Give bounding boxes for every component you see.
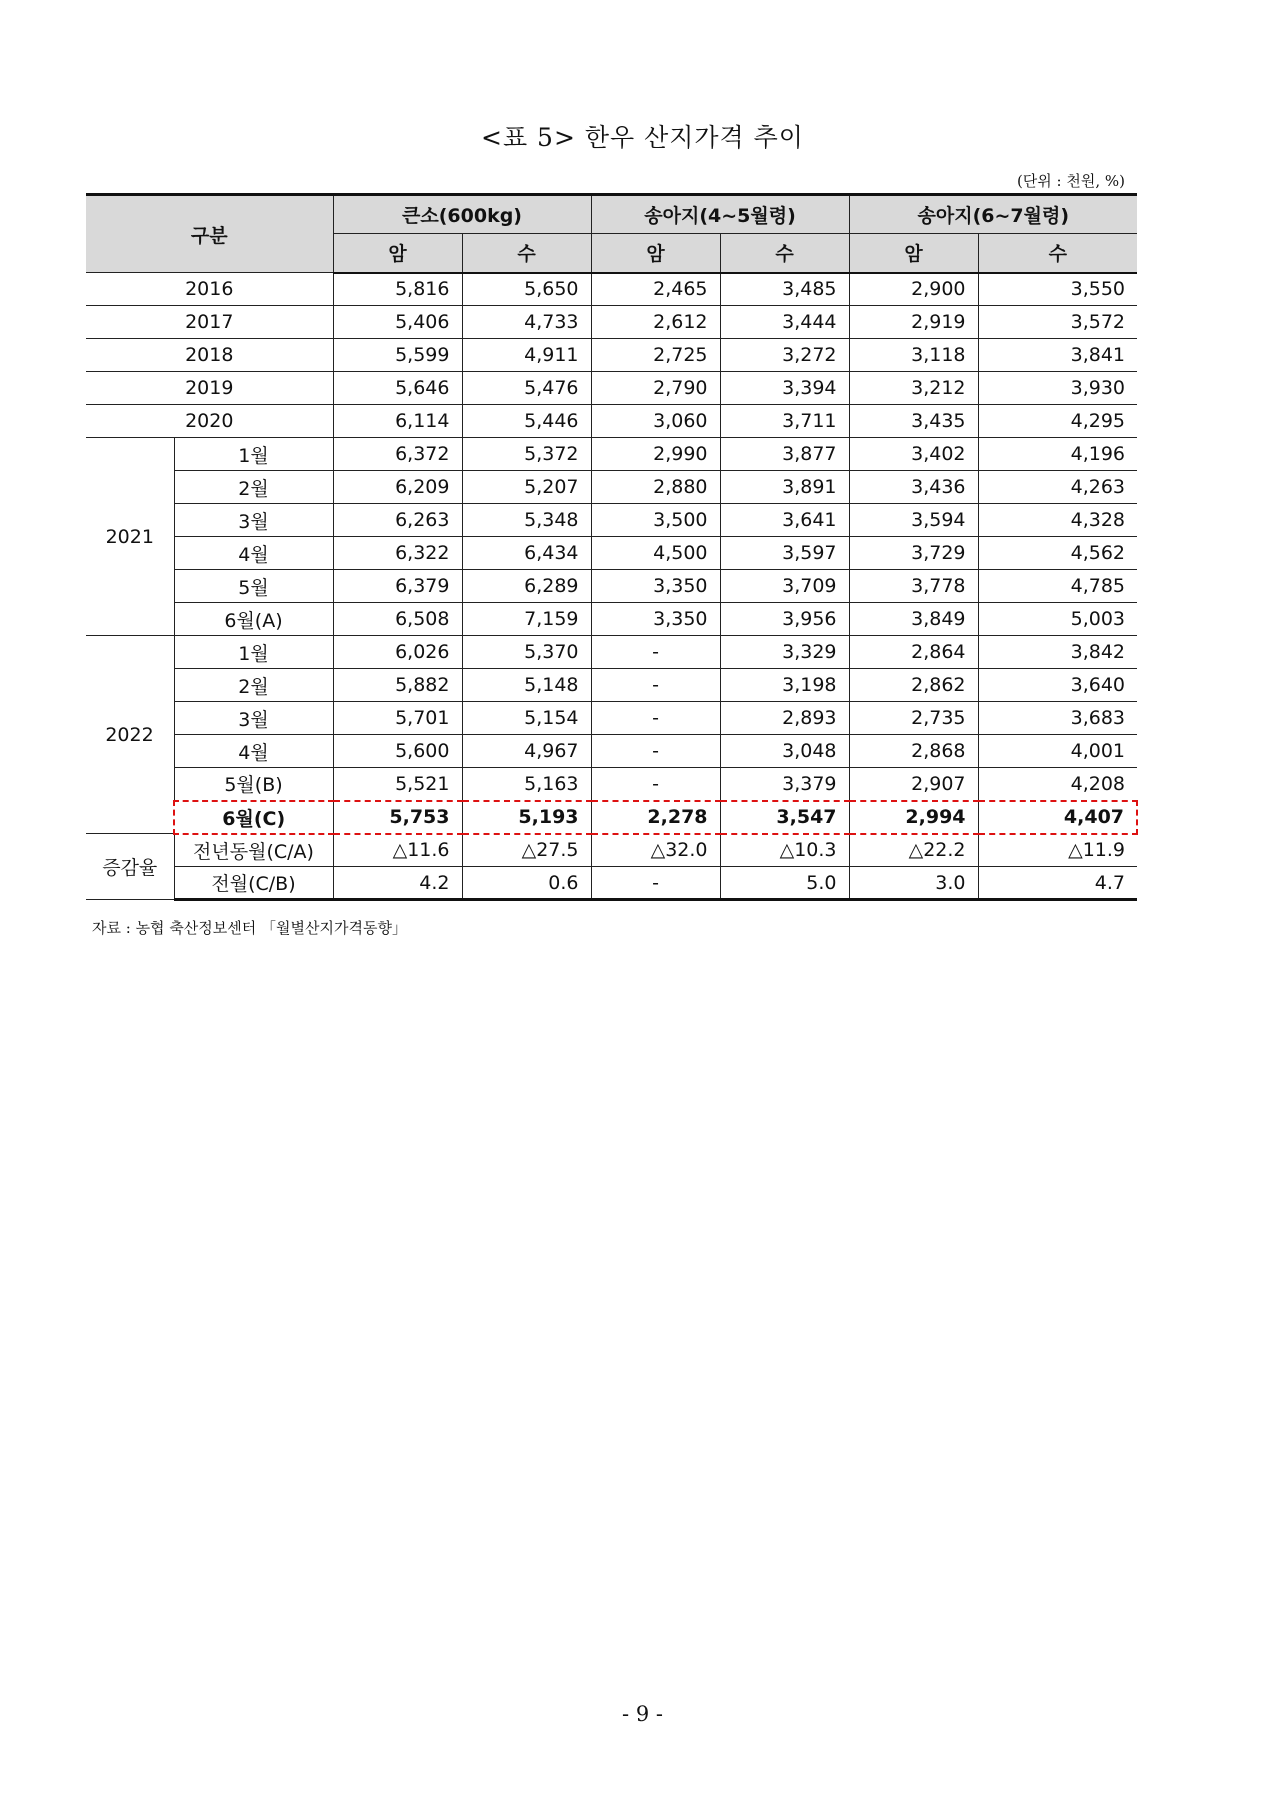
value-cell: 2,893	[720, 702, 849, 735]
value-cell: 3,379	[720, 768, 849, 801]
unit-note: (단위 : 천원, %)	[1016, 172, 1125, 190]
month-row	[86, 669, 1137, 702]
month-row	[86, 735, 1137, 768]
value-cell: 4,196	[978, 438, 1137, 471]
value-cell: △32.0	[591, 834, 720, 867]
value-cell: 5,650	[462, 273, 591, 306]
annual-row	[86, 372, 1137, 405]
value-cell: △11.6	[333, 834, 462, 867]
value-cell: 2,868	[849, 735, 978, 768]
value-cell: 3,849	[849, 603, 978, 636]
header-sub: 수	[720, 234, 849, 273]
value-cell: 5,476	[462, 372, 591, 405]
value-cell: 3,198	[720, 669, 849, 702]
value-cell: 4,208	[978, 768, 1137, 801]
value-cell: 2,790	[591, 372, 720, 405]
value-cell: 3,547	[720, 801, 849, 834]
change-row	[86, 834, 1137, 867]
value-cell: 4.2	[333, 867, 462, 900]
value-cell: 5,446	[462, 405, 591, 438]
value-cell: 5,163	[462, 768, 591, 801]
value-cell: 3,709	[720, 570, 849, 603]
value-cell: 4,328	[978, 504, 1137, 537]
value-cell: 6,372	[333, 438, 462, 471]
value-cell: 0.6	[462, 867, 591, 900]
value-cell: 3,729	[849, 537, 978, 570]
value-cell: 5,148	[462, 669, 591, 702]
value-cell: 3,435	[849, 405, 978, 438]
value-cell: 2,919	[849, 306, 978, 339]
value-cell: 5,753	[333, 801, 462, 834]
month-row	[86, 471, 1137, 504]
value-cell: 3,641	[720, 504, 849, 537]
month-label: 3월	[174, 702, 333, 735]
change-group-label: 증감율	[86, 834, 174, 900]
value-cell: 5,372	[462, 438, 591, 471]
value-cell: 5,406	[333, 306, 462, 339]
year-label: 2017	[86, 306, 333, 339]
year-label: 2020	[86, 405, 333, 438]
value-cell: 3,841	[978, 339, 1137, 372]
value-cell: 5,646	[333, 372, 462, 405]
year-group-label: 2021	[86, 438, 174, 636]
value-cell: 4,263	[978, 471, 1137, 504]
header-sub: 수	[462, 234, 591, 273]
value-cell: △11.9	[978, 834, 1137, 867]
value-cell: 5,600	[333, 735, 462, 768]
annual-row	[86, 306, 1137, 339]
month-row	[86, 603, 1137, 636]
month-row	[86, 537, 1137, 570]
value-cell: 3,118	[849, 339, 978, 372]
value-cell: 2,725	[591, 339, 720, 372]
value-cell: △10.3	[720, 834, 849, 867]
value-cell: 3,597	[720, 537, 849, 570]
header-category: 구분	[86, 195, 333, 273]
value-cell: 5.0	[720, 867, 849, 900]
value-cell: 4,500	[591, 537, 720, 570]
year-label: 2019	[86, 372, 333, 405]
value-cell: 3,778	[849, 570, 978, 603]
value-cell: 6,026	[333, 636, 462, 669]
value-cell: 3,436	[849, 471, 978, 504]
header-group-large-cattle: 큰소(600kg)	[333, 195, 591, 234]
value-cell: 4,295	[978, 405, 1137, 438]
value-cell: 5,599	[333, 339, 462, 372]
value-cell: -	[591, 768, 720, 801]
value-cell: 3,444	[720, 306, 849, 339]
value-cell: 7,159	[462, 603, 591, 636]
value-cell: 2,900	[849, 273, 978, 306]
month-label: 6월(C)	[174, 801, 333, 834]
value-cell: 2,880	[591, 471, 720, 504]
header-sub: 암	[849, 234, 978, 273]
value-cell: 2,864	[849, 636, 978, 669]
value-cell: 3,711	[720, 405, 849, 438]
value-cell: 2,612	[591, 306, 720, 339]
value-cell: 3,402	[849, 438, 978, 471]
value-cell: 6,263	[333, 504, 462, 537]
year-label: 2016	[86, 273, 333, 306]
value-cell: 3.0	[849, 867, 978, 900]
value-cell: 3,930	[978, 372, 1137, 405]
value-cell: 5,154	[462, 702, 591, 735]
value-cell: 4,967	[462, 735, 591, 768]
month-row	[86, 504, 1137, 537]
highlighted-row	[86, 801, 1137, 834]
table-body	[86, 273, 1137, 900]
month-label: 3월	[174, 504, 333, 537]
value-cell: 3,060	[591, 405, 720, 438]
value-cell: -	[591, 867, 720, 900]
value-cell: 5,003	[978, 603, 1137, 636]
month-row	[86, 438, 1137, 471]
month-row	[86, 768, 1137, 801]
value-cell: 5,193	[462, 801, 591, 834]
change-label: 전년동월(C/A)	[174, 834, 333, 867]
value-cell: 4,407	[978, 801, 1137, 834]
header-group-calf-4-5: 송아지(4~5월령)	[591, 195, 849, 234]
value-cell: 5,207	[462, 471, 591, 504]
month-label: 1월	[174, 438, 333, 471]
value-cell: 5,882	[333, 669, 462, 702]
value-cell: 3,572	[978, 306, 1137, 339]
value-cell: 3,891	[720, 471, 849, 504]
month-label: 5월	[174, 570, 333, 603]
value-cell: -	[591, 735, 720, 768]
value-cell: 3,550	[978, 273, 1137, 306]
value-cell: 3,956	[720, 603, 849, 636]
value-cell: -	[591, 702, 720, 735]
value-cell: 4,562	[978, 537, 1137, 570]
change-row	[86, 867, 1137, 900]
month-label: 6월(A)	[174, 603, 333, 636]
value-cell: 6,289	[462, 570, 591, 603]
header-group-calf-6-7: 송아지(6~7월령)	[849, 195, 1137, 234]
value-cell: -	[591, 669, 720, 702]
header-sub: 암	[333, 234, 462, 273]
value-cell: 3,842	[978, 636, 1137, 669]
value-cell: 5,701	[333, 702, 462, 735]
value-cell: 3,640	[978, 669, 1137, 702]
value-cell: 2,278	[591, 801, 720, 834]
value-cell: 4,785	[978, 570, 1137, 603]
value-cell: 3,485	[720, 273, 849, 306]
value-cell: 3,350	[591, 570, 720, 603]
value-cell: 6,114	[333, 405, 462, 438]
value-cell: 3,683	[978, 702, 1137, 735]
month-row	[86, 702, 1137, 735]
value-cell: 5,348	[462, 504, 591, 537]
value-cell: 2,465	[591, 273, 720, 306]
value-cell: 3,350	[591, 603, 720, 636]
page-number: - 9 -	[622, 1702, 663, 1726]
value-cell: △22.2	[849, 834, 978, 867]
year-label: 2018	[86, 339, 333, 372]
header-row-groups	[86, 195, 1137, 234]
month-label: 2월	[174, 669, 333, 702]
value-cell: 3,500	[591, 504, 720, 537]
value-cell: 6,434	[462, 537, 591, 570]
table-title: <표 5> 한우 산지가격 추이	[481, 123, 804, 152]
value-cell: -	[591, 636, 720, 669]
value-cell: 3,877	[720, 438, 849, 471]
value-cell: 5,816	[333, 273, 462, 306]
value-cell: 3,048	[720, 735, 849, 768]
month-row	[86, 636, 1137, 669]
value-cell: △27.5	[462, 834, 591, 867]
value-cell: 5,370	[462, 636, 591, 669]
year-group-label: 2022	[86, 636, 174, 834]
value-cell: 3,394	[720, 372, 849, 405]
header-sub: 암	[591, 234, 720, 273]
value-cell: 3,272	[720, 339, 849, 372]
value-cell: 2,862	[849, 669, 978, 702]
month-row	[86, 570, 1137, 603]
value-cell: 2,994	[849, 801, 978, 834]
header-sub: 수	[978, 234, 1137, 273]
value-cell: 6,322	[333, 537, 462, 570]
value-cell: 4,001	[978, 735, 1137, 768]
annual-row	[86, 405, 1137, 438]
value-cell: 6,379	[333, 570, 462, 603]
source-note: 자료 : 농협 축산정보센터 「월별산지가격동향」	[92, 919, 407, 937]
value-cell: 2,735	[849, 702, 978, 735]
value-cell: 6,209	[333, 471, 462, 504]
annual-row	[86, 339, 1137, 372]
month-label: 2월	[174, 471, 333, 504]
value-cell: 5,521	[333, 768, 462, 801]
value-cell: 4.7	[978, 867, 1137, 900]
month-label: 5월(B)	[174, 768, 333, 801]
month-label: 4월	[174, 537, 333, 570]
value-cell: 2,990	[591, 438, 720, 471]
value-cell: 6,508	[333, 603, 462, 636]
value-cell: 3,212	[849, 372, 978, 405]
value-cell: 4,911	[462, 339, 591, 372]
month-label: 1월	[174, 636, 333, 669]
value-cell: 3,594	[849, 504, 978, 537]
value-cell: 2,907	[849, 768, 978, 801]
annual-row	[86, 273, 1137, 306]
month-label: 4월	[174, 735, 333, 768]
value-cell: 3,329	[720, 636, 849, 669]
change-label: 전월(C/B)	[174, 867, 333, 900]
price-table	[86, 193, 1138, 901]
value-cell: 4,733	[462, 306, 591, 339]
